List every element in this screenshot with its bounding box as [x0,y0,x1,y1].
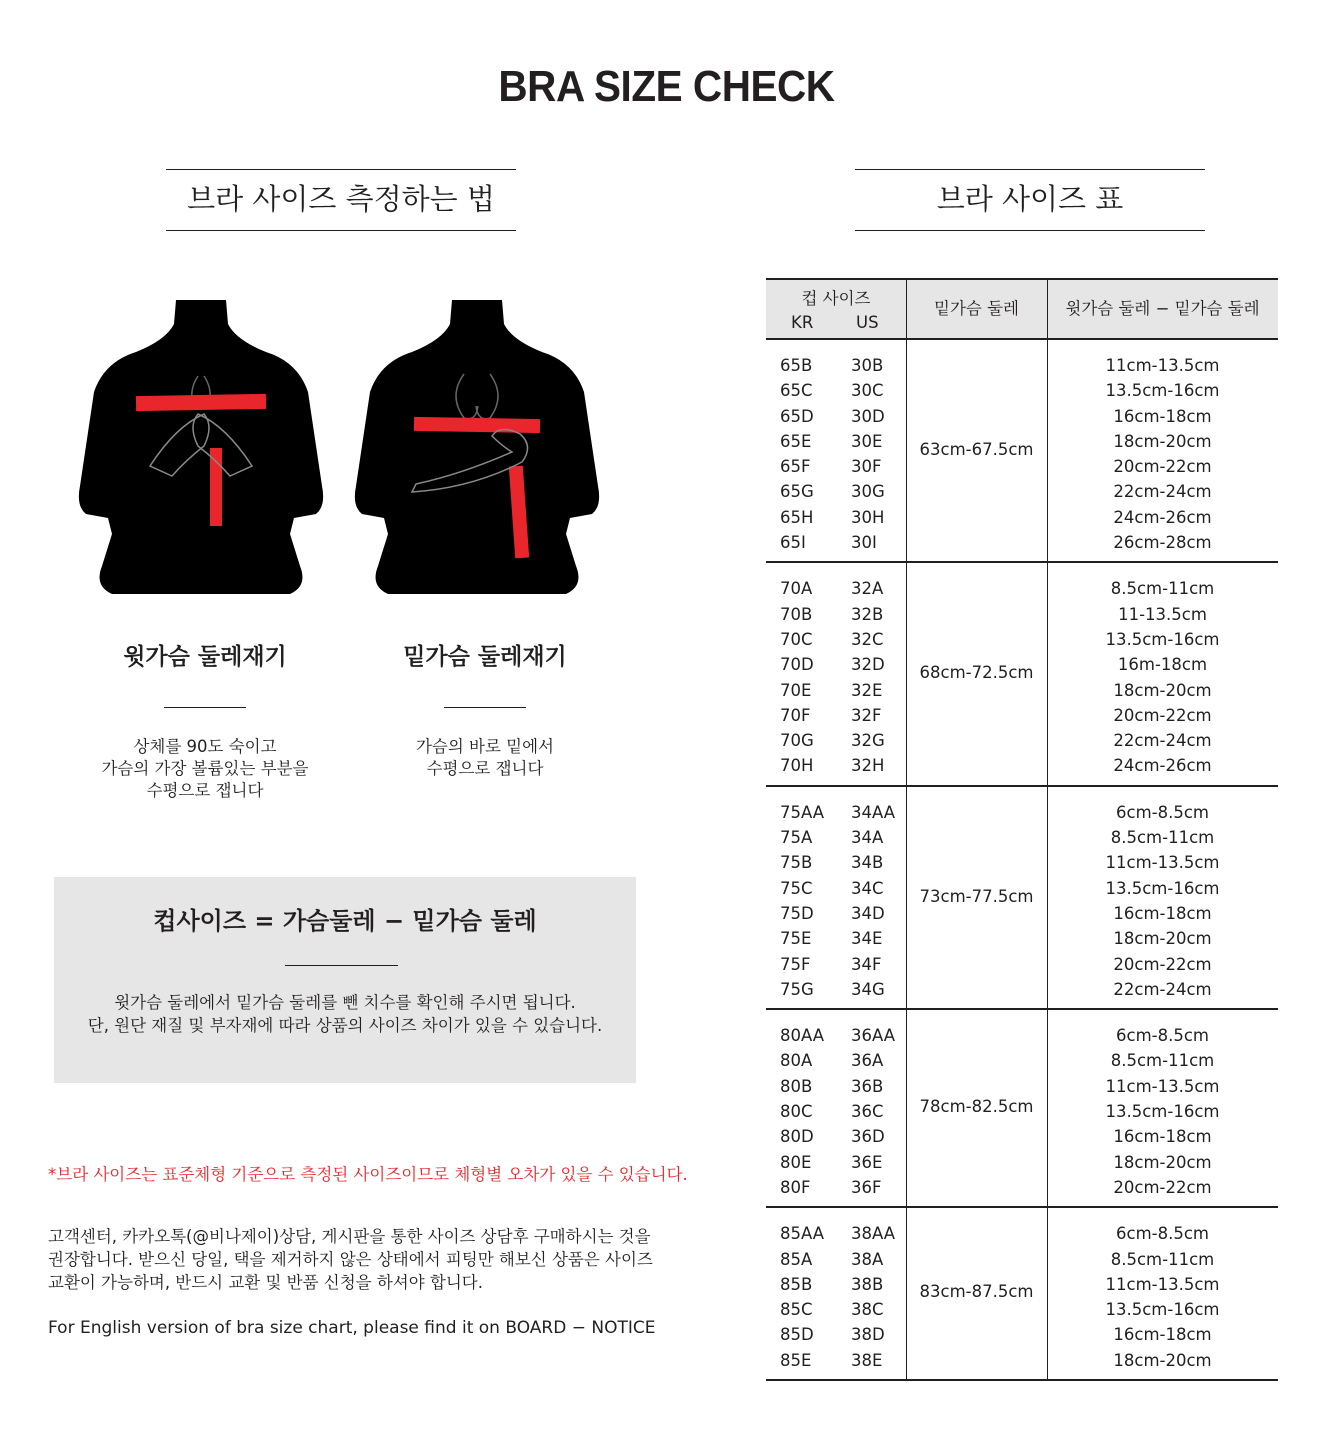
column-divider [1047,280,1048,338]
us-size-cell: 36E [851,1152,883,1172]
difference-cell: 11cm-13.5cm [1105,1274,1220,1294]
kr-size-cell: 70C [780,629,813,649]
heading-rule-bottom [166,230,516,231]
measure-guide-heading-text: 브라 사이즈 측정하는 법 [187,182,495,216]
us-size-cell: 32E [851,680,883,700]
kr-size-cell: 85B [780,1274,813,1294]
kr-size-cell: 70A [780,579,813,599]
us-size-cell: 34E [851,929,883,949]
kr-size-cell: 65I [780,533,806,553]
kr-size-cell: 65C [780,381,813,401]
us-size-cell: 32B [851,604,884,624]
under-bust-caption [355,642,615,780]
us-size-cell: 38AA [851,1224,896,1244]
us-size-cell: 36AA [851,1026,896,1046]
kr-size-cell: 85AA [780,1224,825,1244]
kr-size-cell: 85D [780,1325,814,1345]
size-table-heading [855,169,1205,231]
kr-size-cell: 75AA [780,802,825,822]
difference-cell: 11cm-13.5cm [1105,1076,1220,1096]
formula-divider [285,965,398,966]
size-group [766,1010,1278,1208]
kr-size-cell: 75D [780,903,814,923]
caption-divider [164,707,246,708]
size-table-heading-text: 브라 사이즈 표 [936,182,1124,216]
kr-size-cell: 75E [780,929,812,949]
kr-size-cell: 70G [780,731,814,751]
kr-size-cell: 75F [780,954,811,974]
bra-size-table [766,278,1278,1381]
size-group [766,340,1278,563]
underbust-cell: 73cm-77.5cm [919,886,1034,906]
under-bust-title: 밑가슴 둘레재기 [403,644,567,670]
difference-cell: 18cm-20cm [1113,680,1212,700]
size-group [766,787,1278,1010]
us-size-cell: 34A [851,828,884,848]
column-divider [1047,340,1048,563]
customer-service-note: 고객센터, 카카오톡(@비나제이)상담, 게시판을 통한 사이즈 상담후 구매하시는 것을 권장합니다. 받으신 당일, 택을 제거하지 않은 상태에서 피팅만 해보신 상품은 사이즈 교환이 가능하며, 반드시 교환 및 반품 신청을 하셔야 합니다. [48,1227,653,1292]
difference-cell: 6cm-8.5cm [1116,802,1209,822]
difference-cell: 13.5cm-16cm [1105,629,1220,649]
difference-cell: 18cm-20cm [1113,1152,1212,1172]
difference-cell: 22cm-24cm [1113,979,1212,999]
upper-bust-figure [76,296,326,601]
table-header [766,278,1278,340]
heading-rule-top [166,169,516,170]
us-size-cell: 30E [851,431,883,451]
difference-cell: 24cm-26cm [1113,507,1212,527]
difference-cell: 6cm-8.5cm [1116,1026,1209,1046]
english-version-note: For English version of bra size chart, please find it on BOARD − NOTICE [48,1318,656,1338]
us-size-cell: 30B [851,356,884,375]
caption-divider [444,707,526,708]
kr-size-cell: 65E [780,431,812,451]
us-size-cell: 30H [851,507,885,527]
kr-size-cell: 80E [780,1152,812,1172]
difference-cell: 18cm-20cm [1113,431,1212,451]
kr-size-cell: 70B [780,604,813,624]
us-size-cell: 34F [851,954,882,974]
us-size-cell: 30G [851,482,885,502]
kr-size-cell: 75A [780,828,813,848]
us-size-cell: 38A [851,1249,884,1269]
us-size-cell: 34B [851,853,884,873]
us-size-cell: 32A [851,579,884,599]
difference-cell: 8.5cm-11cm [1110,1051,1215,1071]
kr-size-cell: 65H [780,507,814,527]
difference-cell: 8.5cm-11cm [1110,1249,1215,1269]
us-size-cell: 30F [851,457,882,477]
column-divider [906,1010,907,1208]
us-size-cell: 34C [851,878,884,898]
difference-cell: 8.5cm-11cm [1110,828,1215,848]
kr-size-cell: 80F [780,1177,811,1197]
kr-size-cell: 70H [780,756,814,776]
kr-size-cell: 65G [780,482,814,502]
difference-cell: 13.5cm-16cm [1105,1102,1220,1122]
silhouette-body [79,300,323,594]
under-bust-description: 가슴의 바로 밑에서 수평으로 잽니다 [415,737,554,778]
difference-cell: 20cm-22cm [1113,705,1212,725]
us-size-cell: 34G [851,979,885,999]
difference-cell: 16m-18cm [1117,655,1208,675]
column-divider [1047,563,1048,786]
us-size-cell: 32F [851,705,882,725]
us-size-cell: 38D [851,1325,885,1345]
page-title: BRA SIZE CHECK [498,62,835,111]
us-size-cell: 30C [851,381,884,401]
heading-rule-top [855,169,1205,170]
cup-formula-box [54,877,636,1083]
column-divider [906,340,907,563]
measure-tape-horizontal [414,417,540,433]
column-divider [906,787,907,1010]
kr-size-cell: 65F [780,457,811,477]
kr-size-cell: 80AA [780,1026,825,1046]
header-us-label: US [856,313,879,332]
us-size-cell: 32D [851,655,885,675]
kr-size-cell: 85A [780,1249,813,1269]
difference-cell: 18cm-20cm [1113,929,1212,949]
column-divider [1047,1010,1048,1208]
upper-bust-caption [75,642,335,802]
header-kr-label: KR [791,313,814,332]
difference-cell: 20cm-22cm [1113,457,1212,477]
kr-size-cell: 80C [780,1102,813,1122]
kr-size-cell: 80B [780,1076,813,1096]
cup-formula-title: 컵사이즈 = 가슴둘레 − 밑가슴 둘레 [153,907,537,935]
column-divider [1047,1208,1048,1381]
kr-size-cell: 85E [780,1350,812,1370]
difference-cell: 11cm-13.5cm [1105,356,1220,375]
us-size-cell: 30D [851,406,885,426]
difference-cell: 6cm-8.5cm [1116,1224,1209,1244]
header-cup-size [766,280,906,338]
difference-cell: 11-13.5cm [1118,604,1207,624]
kr-size-cell: 80A [780,1051,813,1071]
kr-size-cell: 70E [780,680,812,700]
difference-cell: 22cm-24cm [1113,731,1212,751]
difference-cell: 11cm-13.5cm [1105,853,1220,873]
kr-size-cell: 70D [780,655,814,675]
upper-bust-title: 윗가슴 둘레재기 [123,644,287,670]
us-size-cell: 36D [851,1127,885,1147]
underbust-cell: 63cm-67.5cm [919,440,1034,459]
kr-size-cell: 75G [780,979,814,999]
column-divider [906,563,907,786]
size-group [766,1208,1278,1381]
kr-size-cell: 70F [780,705,811,725]
column-divider [906,280,907,338]
table-body [766,340,1278,1381]
column-divider [1047,787,1048,1010]
us-size-cell: 38E [851,1350,883,1370]
us-size-cell: 32G [851,731,885,751]
underbust-cell: 68cm-72.5cm [919,663,1034,683]
difference-cell: 16cm-18cm [1113,1325,1212,1345]
kr-size-cell: 65B [780,356,813,375]
kr-size-cell: 75B [780,853,813,873]
us-size-cell: 32C [851,629,884,649]
us-size-cell: 38B [851,1274,884,1294]
us-size-cell: 30I [851,533,877,553]
us-size-cell: 32H [851,756,885,776]
under-bust-figure [352,296,602,601]
underbust-cell: 83cm-87.5cm [919,1282,1034,1302]
upper-bust-description: 상체를 90도 숙이고 가슴의 가장 볼륨있는 부분을 수평으로 잽니다 [101,737,309,800]
cup-formula-description: 윗가슴 둘레에서 밑가슴 둘레를 뺀 치수를 확인해 주시면 됩니다. 단, 원단 재질 및 부자재에 따라 상품의 사이즈 차이가 있을 수 있습니다. [87,993,603,1035]
header-difference: 윗가슴 둘레 − 밑가슴 둘레 [1065,299,1260,318]
difference-cell: 13.5cm-16cm [1105,381,1220,401]
measure-guide-heading [166,169,516,231]
difference-cell: 13.5cm-16cm [1105,878,1220,898]
measure-tape-horizontal [136,394,266,411]
kr-size-cell: 75C [780,878,813,898]
difference-cell: 24cm-26cm [1113,756,1212,776]
header-cup-label: 컵 사이즈 [801,289,871,308]
us-size-cell: 36A [851,1051,884,1071]
size-group [766,563,1278,786]
difference-cell: 16cm-18cm [1113,903,1212,923]
difference-cell: 26cm-28cm [1113,533,1212,553]
kr-size-cell: 80D [780,1127,814,1147]
kr-size-cell: 65D [780,406,814,426]
column-divider [906,1208,907,1381]
us-size-cell: 34D [851,903,885,923]
silhouette-body [355,300,599,594]
difference-cell: 16cm-18cm [1113,406,1212,426]
us-size-cell: 36C [851,1102,884,1122]
difference-cell: 13.5cm-16cm [1105,1300,1220,1320]
difference-cell: 18cm-20cm [1113,1350,1212,1370]
header-underbust: 밑가슴 둘레 [934,299,1019,318]
kr-size-cell: 85C [780,1300,813,1320]
us-size-cell: 38C [851,1300,884,1320]
difference-cell: 8.5cm-11cm [1110,579,1215,599]
us-size-cell: 36F [851,1177,882,1197]
difference-cell: 16cm-18cm [1113,1127,1212,1147]
us-size-cell: 34AA [851,802,896,822]
heading-rule-bottom [855,230,1205,231]
size-disclaimer-note: *브라 사이즈는 표준체형 기준으로 측정된 사이즈이므로 체형별 오차가 있을 수 있습니다. [48,1165,688,1184]
measure-tape-vertical [210,448,222,526]
us-size-cell: 36B [851,1076,884,1096]
underbust-cell: 78cm-82.5cm [919,1097,1034,1117]
difference-cell: 20cm-22cm [1113,1177,1212,1197]
difference-cell: 22cm-24cm [1113,482,1212,502]
difference-cell: 20cm-22cm [1113,954,1212,974]
